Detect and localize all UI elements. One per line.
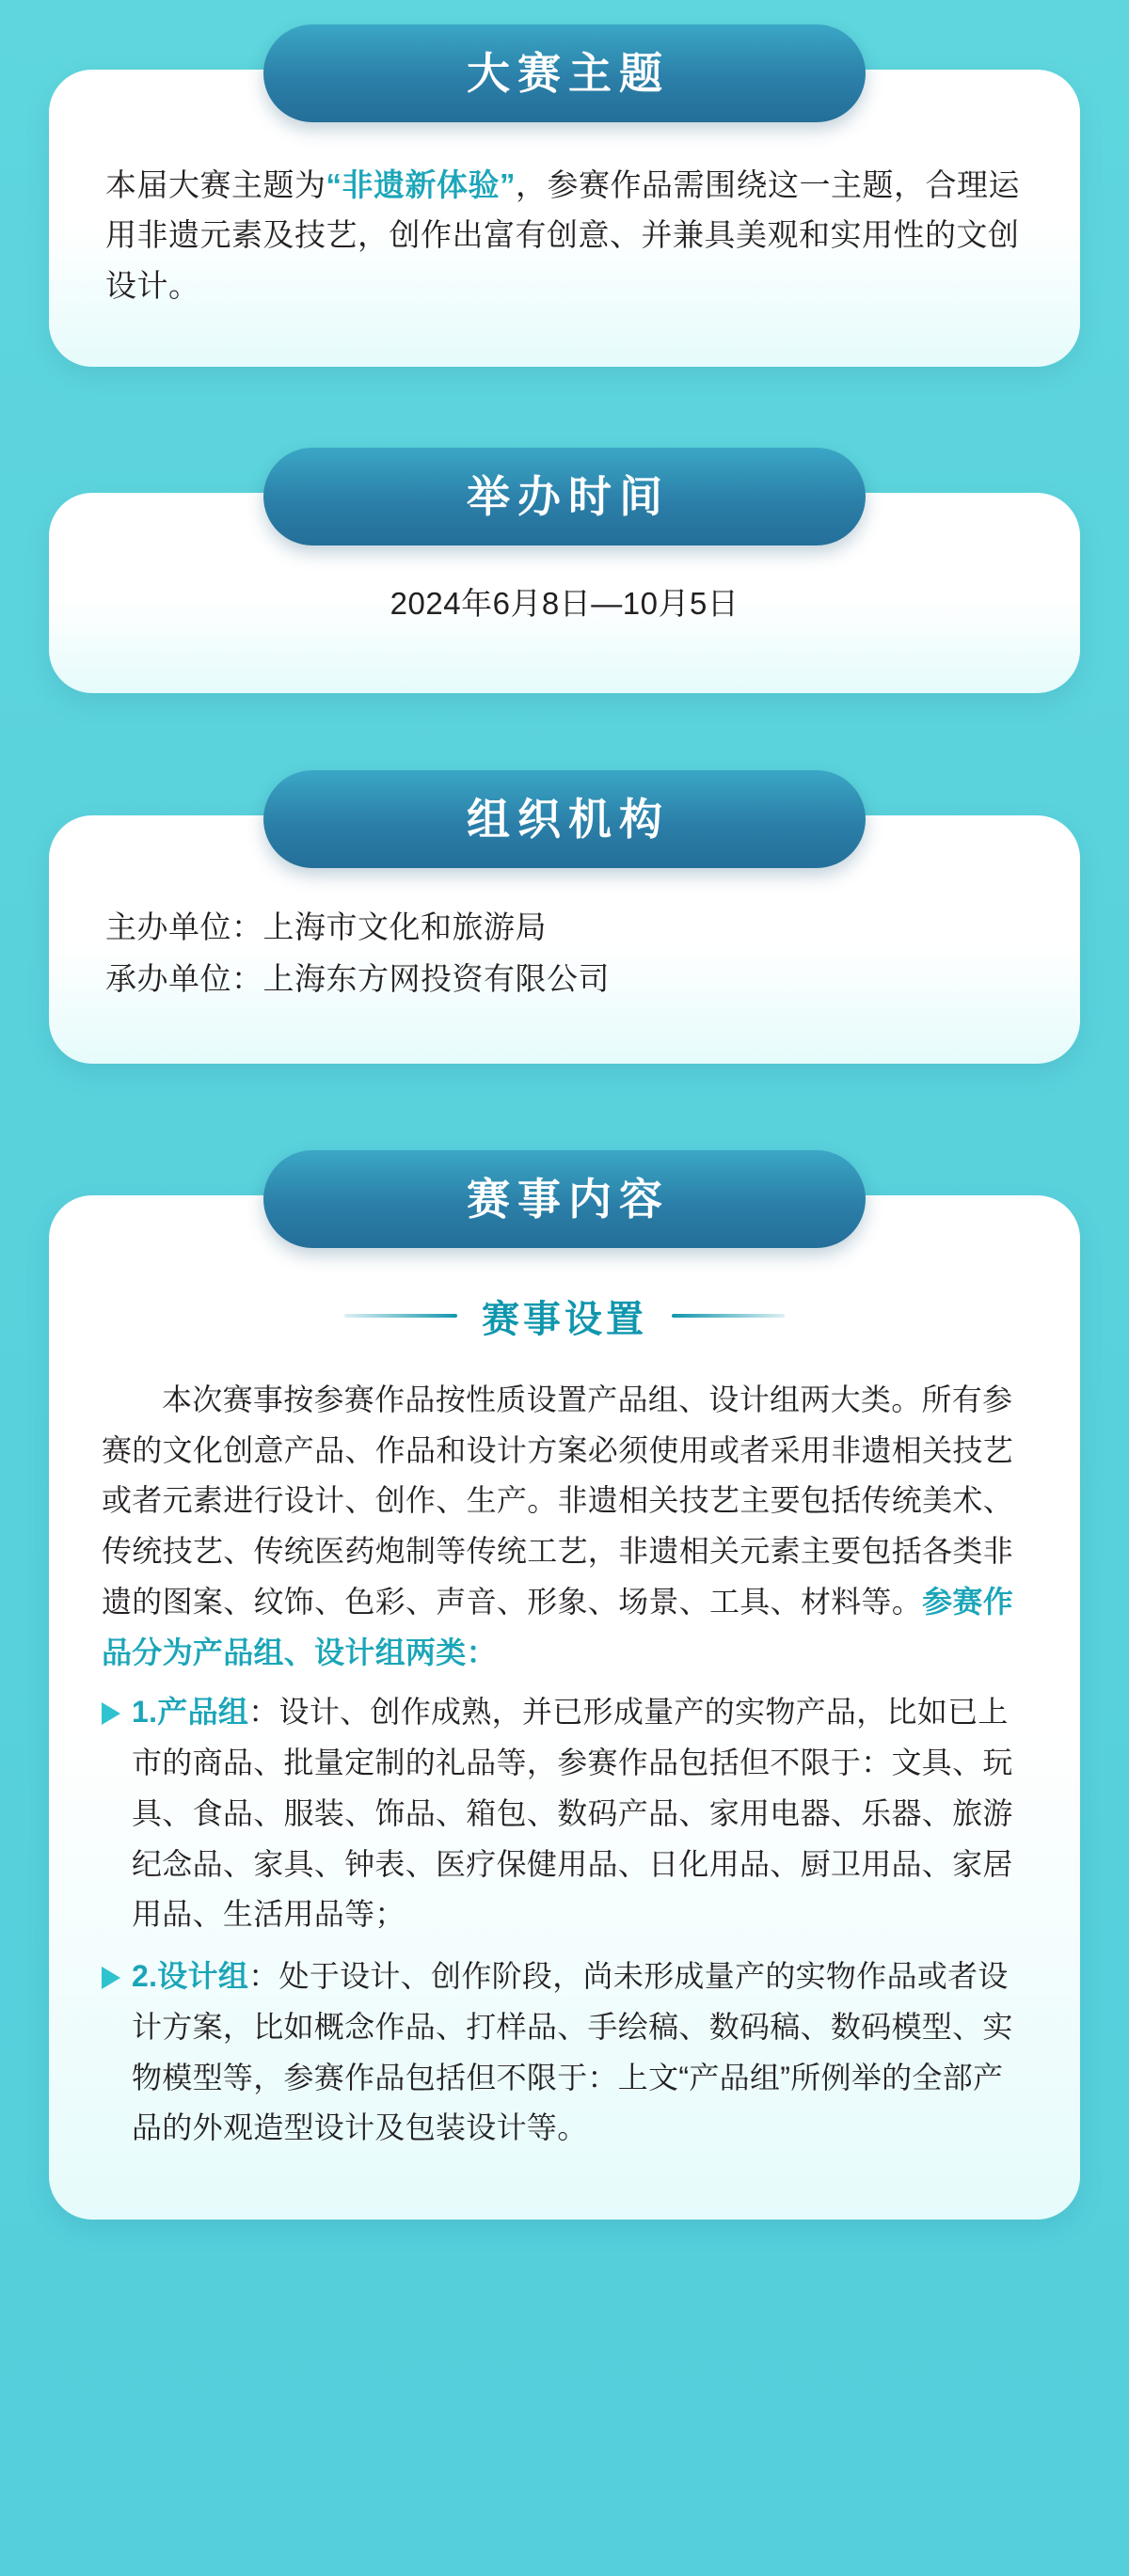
section-organization-title-pill bbox=[263, 770, 866, 868]
section-time-title-pill bbox=[263, 448, 866, 545]
section-time bbox=[49, 448, 1080, 693]
event-date-range: 2024年6月8日—10月5日 bbox=[390, 586, 739, 622]
spacer-3 bbox=[0, 1064, 1129, 1150]
section-content-card bbox=[49, 1195, 1080, 2220]
list-item-body bbox=[132, 1952, 1027, 2154]
divider-left bbox=[344, 1314, 457, 1318]
section-time-title: 举办时间 bbox=[467, 472, 670, 522]
content-paragraph bbox=[102, 1375, 1027, 1679]
triangle-bullet-icon bbox=[102, 1967, 120, 1989]
content-text-1: 本次赛事按参赛作品按性质设置产品组、设计组两大类。所有参赛的文化创意产品、作品和设计方案必须使用或者采用非遗相关技艺或者元素进行设计、创作、生产。非遗相关技艺主要包括传统美术、传统技艺、传统医药炮制等传统工艺，非遗相关元素主要包括各类非遗的图案、纹饰、色彩、声音、形象、场景、工具、材料等。 bbox=[102, 1382, 1014, 1619]
section-content-title: 赛事内容 bbox=[467, 1174, 670, 1224]
organizer-line: 主办单位：上海市文化和旅游局 bbox=[105, 909, 547, 945]
section-organization-title: 组织机构 bbox=[467, 795, 670, 845]
divider-right bbox=[672, 1314, 785, 1318]
list-item bbox=[102, 1687, 1027, 1940]
theme-text-2: ，参赛作品需围绕这一主题，合理运用非遗元素及技艺，创作出富有创意、并兼具美观和实用性的文创设计。 bbox=[105, 167, 1020, 303]
list-item-label: 设计组 bbox=[157, 1959, 249, 1994]
theme-text-highlight: “非遗新体验” bbox=[326, 167, 516, 202]
section-theme bbox=[49, 0, 1080, 367]
list-item-number: 2. bbox=[132, 1959, 158, 1994]
inner-title-competition-setup: 赛事设置 bbox=[482, 1298, 647, 1340]
content-text-highlight: 参赛作品分为产品组、设计组两类： bbox=[102, 1584, 1014, 1669]
list-item-text: 处于设计、创作阶段，尚未形成量产的实物作品或者设计方案，比如概念作品、打样品、手绘稿、数码稿、数码模型、实物模型等，参赛作品包括但不限于：上文“产品组”所例举的全部产品的外观造型设计及包装设计等。 bbox=[132, 1959, 1013, 2145]
list-item-body bbox=[132, 1687, 1027, 1940]
list-item-separator: ： bbox=[248, 1695, 279, 1730]
section-content-title-pill bbox=[263, 1150, 866, 1248]
section-content bbox=[49, 1150, 1080, 2220]
theme-text-1: 本届大赛主题为 bbox=[105, 167, 326, 202]
list-item bbox=[102, 1952, 1027, 2154]
section-theme-title: 大赛主题 bbox=[467, 49, 670, 98]
spacer-2 bbox=[0, 693, 1129, 770]
section-theme-title-pill bbox=[263, 24, 866, 122]
list-item-label: 产品组 bbox=[157, 1695, 249, 1730]
section-organization bbox=[49, 770, 1080, 1064]
list-item-number: 1. bbox=[132, 1695, 158, 1730]
triangle-bullet-icon bbox=[102, 1702, 120, 1725]
spacer-1 bbox=[0, 367, 1129, 448]
inner-title-row bbox=[102, 1289, 1027, 1343]
list-item-text: 设计、创作成熟，并已形成量产的实物产品，比如已上市的商品、批量定制的礼品等，参赛作品包括但不限于：文具、玩具、食品、服装、饰品、箱包、数码产品、家用电器、乐器、旅游纪念品、家具、钟表、医疗保健用品、日化用品、厨卫用品、家居用品、生活用品等； bbox=[132, 1695, 1013, 1932]
co-organizer-line: 承办单位：上海东方网投资有限公司 bbox=[105, 961, 610, 997]
theme-paragraph bbox=[105, 160, 1024, 310]
list-item-separator: ： bbox=[248, 1959, 279, 1994]
category-list bbox=[102, 1687, 1027, 2154]
